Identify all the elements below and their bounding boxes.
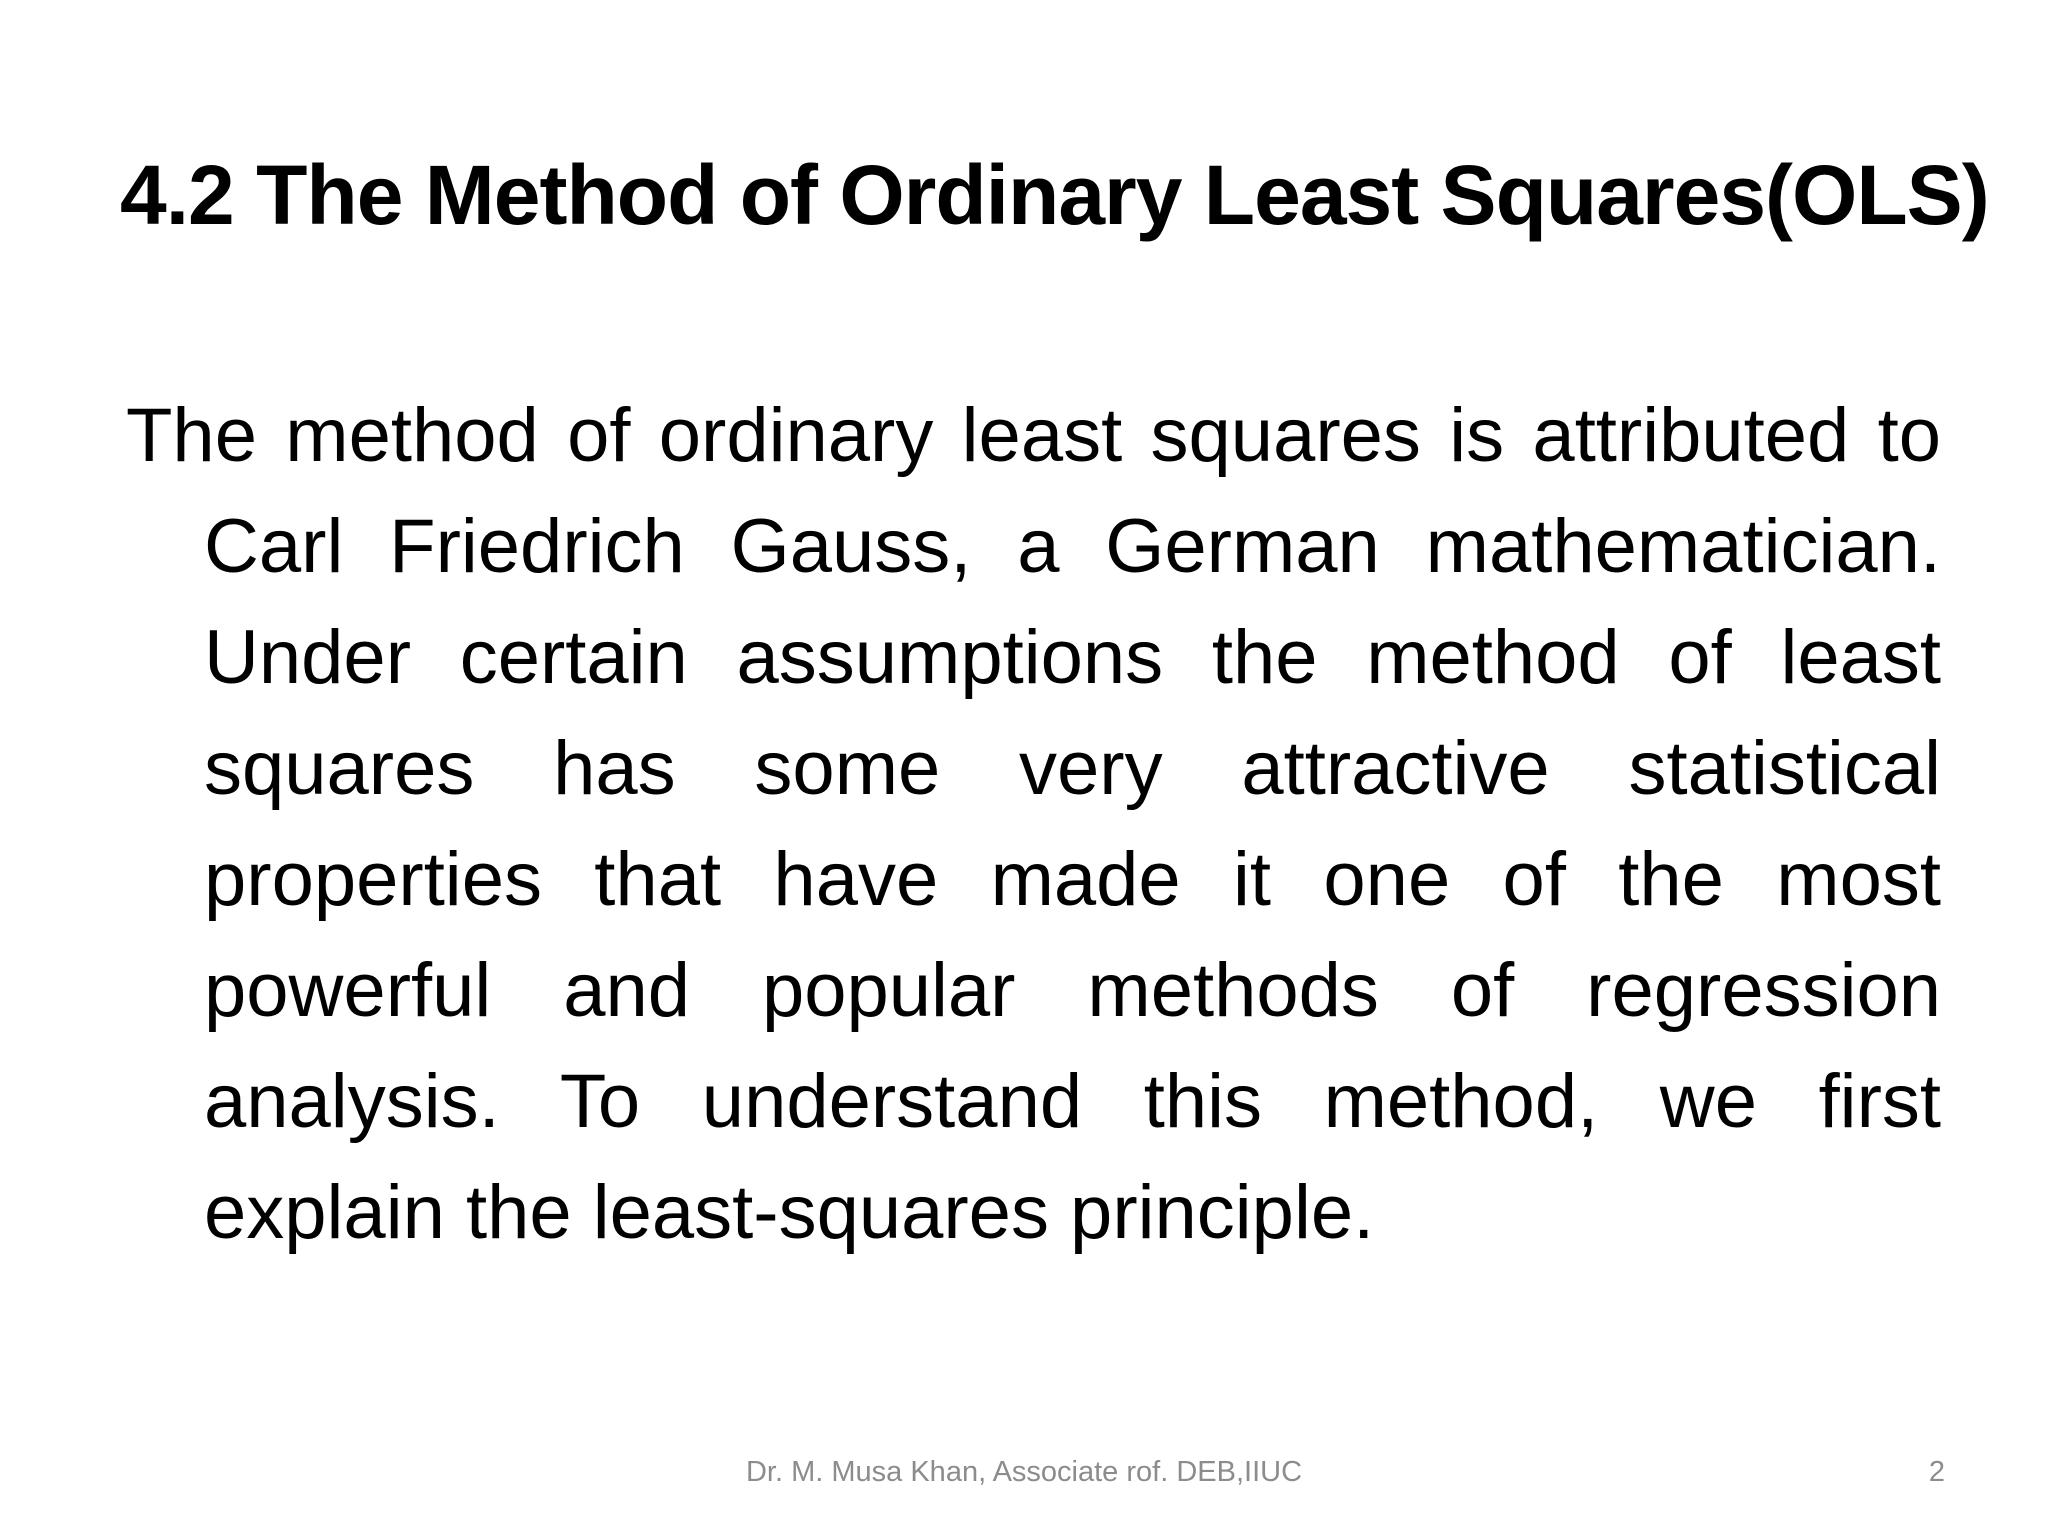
slide-body-text: The method of ordinary least squares is attributed to Carl Friedrich Gauss, a German mathematician. Under certain assumptions the method of least squares has some very attractive statistical properties that have made it one of the most powerful and popular methods of regression analysis. To understand this method, we first explain the least-squares principle. (126, 393, 1941, 1255)
slide-number: 2 (1928, 1456, 1945, 1488)
slide-footer: Dr. M. Musa Khan, Associate rof. DEB,IIUC (745, 1456, 1303, 1488)
slide-title: 4.2 The Method of Ordinary Least Squares(OLS) (120, 148, 1989, 242)
